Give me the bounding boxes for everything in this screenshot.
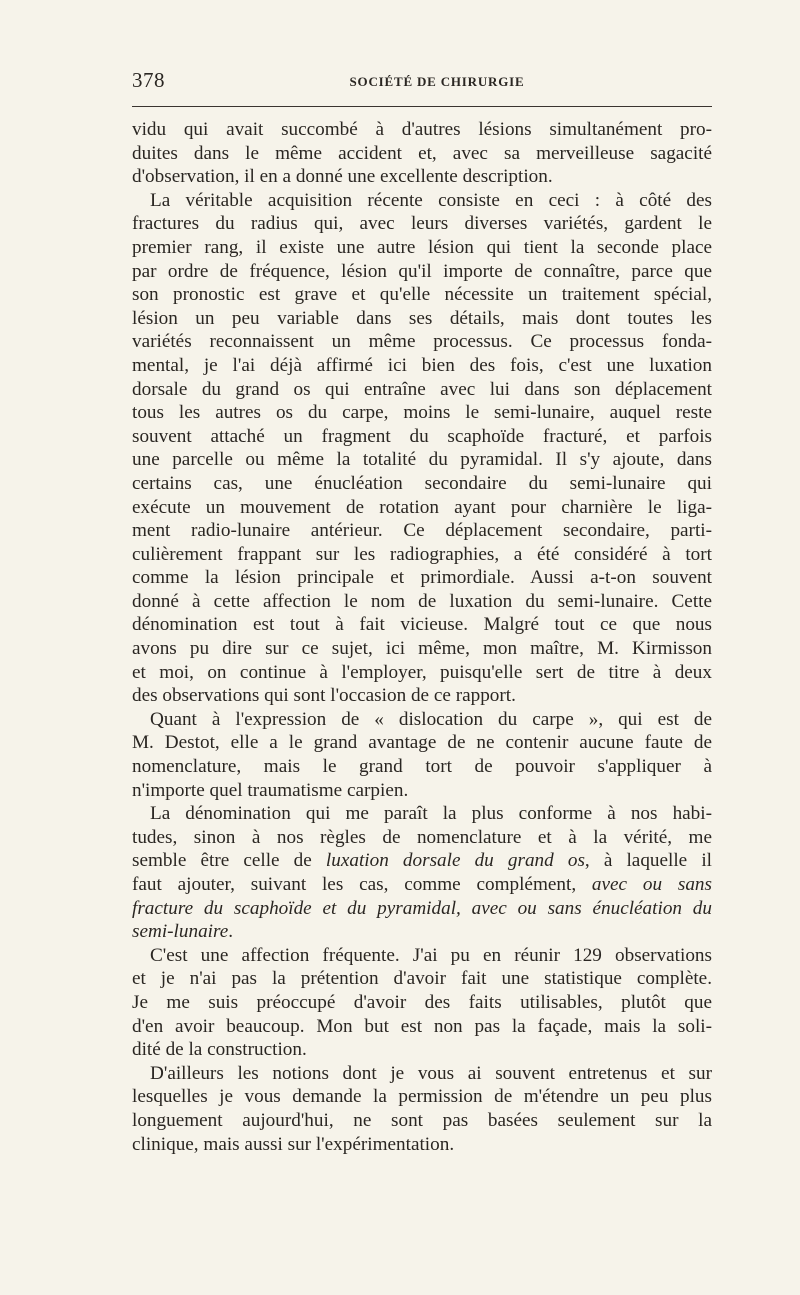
paragraph-1: [132, 118, 712, 189]
text-line: [132, 826, 712, 850]
text-run: tudes, sinon à nos règles de nomenclature et à la vérité, me: [132, 826, 712, 848]
text-line: et je n'ai pas la prétention d'avoir fait une statistique complète.: [132, 968, 712, 990]
text-line: vidu qui avait succombé à d'autres lésions simultanément pro-: [132, 119, 712, 140]
text-line: mental, je l'ai déjà affirmé ici bien des fois, c'est une luxation: [132, 354, 712, 376]
text-line: exécute un mouvement de rotation ayant pour charnière le liga-: [132, 496, 712, 518]
text-line: avons pu dire sur ce sujet, ici même, mon maître, M. Kirmisson: [132, 638, 712, 660]
text-line: dorsale du grand os qui entraîne avec lui dans son déplacement: [132, 378, 712, 400]
text-run: .: [228, 921, 234, 943]
text-line: [132, 897, 712, 921]
text-line: certains cas, une énucléation secondaire du semi-lunaire qui: [132, 472, 712, 494]
paragraph-3: [132, 708, 712, 802]
text-line: nomenclature, mais le grand tort de pouvoir s'appliquer à: [132, 756, 712, 778]
text-line: dénomination est tout à fait vicieuse. Malgré tout ce que nous: [132, 614, 712, 636]
text-run: La dénomination qui me paraît la plus conforme à nos habi-: [150, 803, 712, 825]
running-title: SOCIÉTÉ DE CHIRURGIE: [349, 74, 525, 89]
paragraph-6: [132, 1062, 712, 1156]
text-line: son pronostic est grave et qu'elle nécessite un traitement spécial,: [132, 284, 712, 306]
paragraph-4: [132, 802, 712, 944]
text-line: culièrement frappant sur les radiographies, a été considéré à tort: [132, 543, 712, 565]
text-line: M. Destot, elle a le grand avantage de ne contenir aucune faute de: [132, 732, 712, 754]
text-line: lesquelles je vous demande la permission de m'étendre un peu plus: [132, 1086, 712, 1108]
text-line: comme la lésion principale et primordiale. Aussi a-t-on souvent: [132, 567, 712, 589]
text-line: longuement aujourd'hui, ne sont pas basées seulement sur la: [132, 1109, 712, 1131]
text-line: d'en avoir beaucoup. Mon but est non pas la façade, mais la soli-: [132, 1015, 712, 1037]
text-run: faut ajouter, suivant les cas, comme complément,: [132, 874, 592, 895]
page-header: [132, 68, 712, 100]
italic-run: fracture du scaphoïde et du pyramidal, avec ou sans énucléation du: [132, 897, 712, 919]
paragraph-5: [132, 944, 712, 1062]
text-line: donné à cette affection le nom de luxation du semi-lunaire. Cette: [132, 590, 712, 612]
text-line: ment radio-lunaire antérieur. Ce déplacement secondaire, parti-: [132, 520, 712, 542]
text-line: D'ailleurs les notions dont je vous ai souvent entretenus et sur: [150, 1062, 712, 1084]
text-line: Je me suis préoccupé d'avoir des faits utilisables, plutôt que: [132, 991, 712, 1013]
text-line: variétés reconnaissent un même processus. Ce processus fonda-: [132, 331, 712, 353]
text-line: tous les autres os du carpe, moins le semi-lunaire, auquel reste: [132, 402, 712, 424]
text-line: [132, 873, 712, 897]
text-line: souvent attaché un fragment du scaphoïde fracturé, et parfois: [132, 425, 712, 447]
text-line: [132, 802, 712, 826]
text-run: semble être celle de: [132, 850, 326, 872]
text-line: La véritable acquisition récente consiste en ceci : à côté des: [150, 189, 712, 211]
italic-run: luxation dorsale du grand os: [325, 850, 585, 872]
italic-run: avec ou sans: [591, 874, 712, 895]
page-number: 378: [132, 68, 165, 92]
text-line: lésion un peu variable dans ses détails, mais dont toutes les: [132, 307, 712, 329]
text-run: , à laquelle il: [584, 850, 712, 872]
header-rule: [132, 106, 712, 107]
text-line: duites dans le même accident et, avec sa merveilleuse sagacité: [132, 142, 712, 164]
text-line: dité de la construction.: [132, 1039, 307, 1061]
text-line: clinique, mais aussi sur l'expérimentation.: [132, 1133, 455, 1155]
text-line: premier rang, il existe une autre lésion qui tient la seconde place: [132, 236, 712, 258]
text-line: n'importe quel traumatisme carpien.: [132, 779, 409, 801]
text-line: fractures du radius qui, avec leurs diverses variétés, gardent le: [132, 213, 712, 235]
text-line: des observations qui sont l'occasion de ce rapport.: [132, 685, 516, 707]
body-text: [132, 118, 712, 1156]
text-line: et moi, on continue à l'employer, puisqu'elle sert de titre à deux: [132, 661, 712, 683]
text-line: par ordre de fréquence, lésion qu'il importe de connaître, parce que: [132, 260, 712, 282]
text-line: d'observation, il en a donné une excellente description.: [132, 166, 553, 188]
text-line: une parcelle ou même la totalité du pyramidal. Il s'y ajoute, dans: [132, 449, 712, 471]
italic-run: semi-lunaire: [132, 921, 229, 943]
text-line: [132, 849, 712, 873]
text-line: Quant à l'expression de « dislocation du carpe », qui est de: [150, 708, 712, 730]
paragraph-2: [132, 189, 712, 708]
text-line: [132, 920, 712, 944]
text-line: C'est une affection fréquente. J'ai pu en réunir 129 observations: [150, 944, 712, 966]
